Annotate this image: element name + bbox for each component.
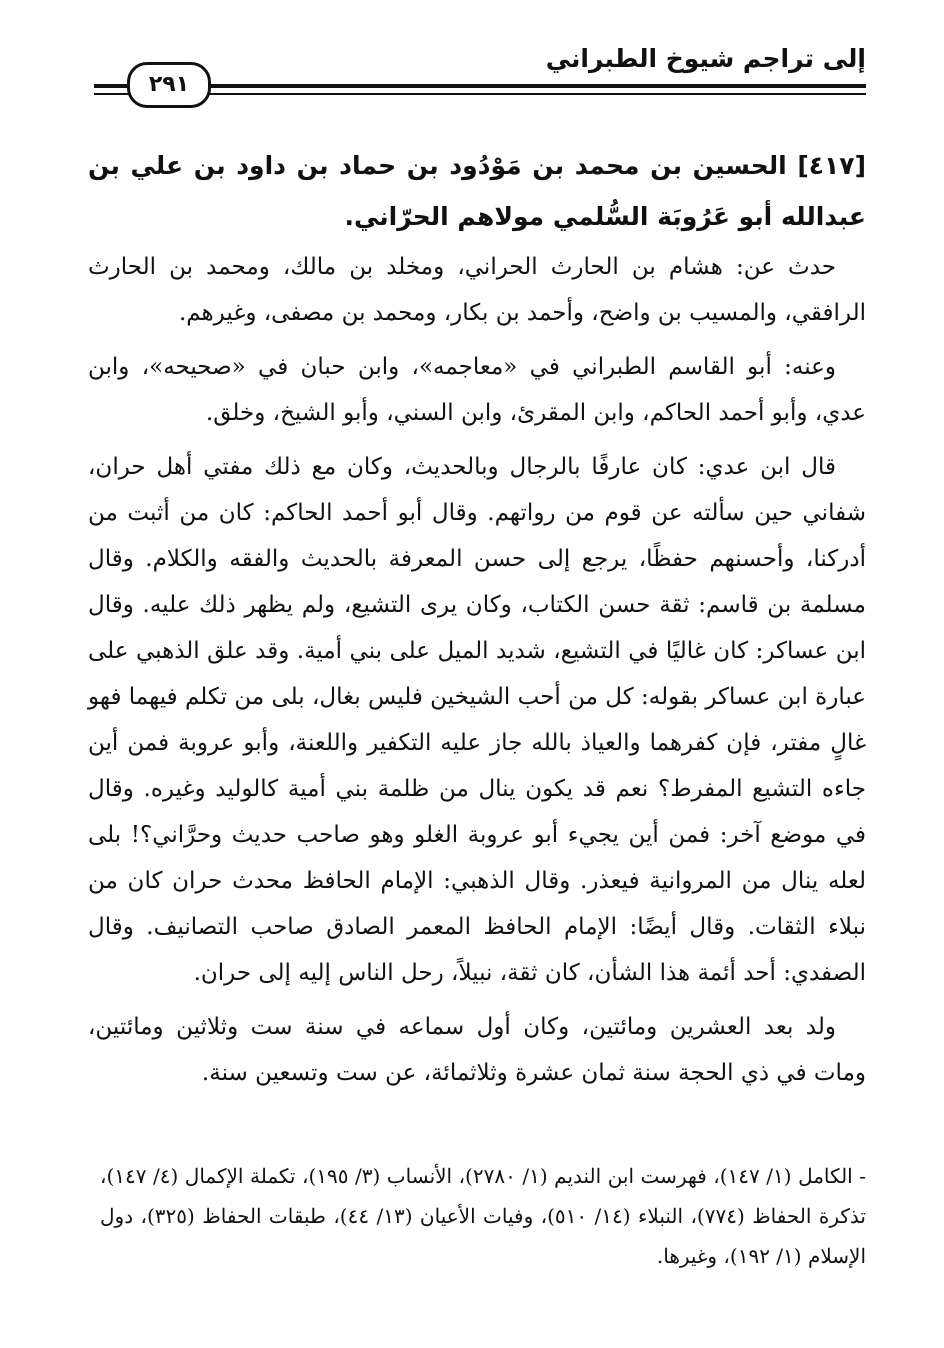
dates-paragraph: ولد بعد العشرين ومائتين، وكان أول سماعه في سنة ست وثلاثين ومائتين، ومات في ذي الحجة سنة ثمان عشرة وثلاثمائة، عن ست وتسعين سنة.: [88, 1014, 866, 1086]
page-number-badge: ٢٩١: [127, 62, 211, 108]
teachers-paragraph: حدث عن: هشام بن الحارث الحراني، ومخلد بن مالك، ومحمد بن الحارث الرافقي، والمسيب بن واضح، وأحمد بن بكار، ومحمد بن مصفى، وغيرهم.: [88, 254, 866, 326]
entry-heading: [٤١٧] الحسين بن محمد بن مَوْدُود بن حماد بن داود بن علي بن عبدالله أبو عَرُوبَة السُّلمي مولاهم الحرّاني.: [88, 151, 866, 231]
running-header-title: إلى تراجم شيوخ الطبراني: [545, 44, 866, 73]
references-footnote: - الكامل (١/ ١٤٧)، فهرست ابن النديم (١/ ٢٧٨٠)، الأنساب (٣/ ١٩٥)، تكملة الإكمال (٤/ ١٤٧)، تذكرة الحفاظ (٧٧٤)، النبلاء (١٤/ ٥١٠)، وفيات الأعيان (١٣/ ٤٤)، طبقات الحفاظ (٣٢٥)، دول الإسلام (١/ ١٩٢)، وغيرها.: [100, 1164, 866, 1268]
entry-body: [88, 244, 866, 1096]
students-paragraph: وعنه: أبو القاسم الطبراني في «معاجمه»، وابن حبان في «صحيحه»، وابن عدي، وأبو أحمد الحاكم، وابن المقرئ، وابن السني، وأبو الشيخ، وخلق.: [88, 354, 866, 426]
assessment-paragraph: قال ابن عدي: كان عارفًا بالرجال وبالحديث، وكان مع ذلك مفتي أهل حران، شفاني حين سألته عن قوم من رواتهم. وقال أبو أحمد الحاكم: كان من أثبت من أدركنا، وأحسنهم حفظًا، يرجع إلى حسن المعرفة بالحديث والفقه والكلام. وقال مسلمة بن قاسم: ثقة حسن الكتاب، وكان يرى التشيع، ولم يظهر ذلك عليه. وقال ابن عساكر: كان غاليًا في التشيع، شديد الميل على بني أمية. وقد علق الذهبي على عبارة ابن عساكر بقوله: كل من أحب الشيخين فليس بغال، بلى من تكلم فيهما فهو غالٍ مفتر، فإن كفرهما والعياذ بالله جاز عليه التكفير واللعنة، وأبو عروبة فمن أين جاءه التشيع المفرط؟ نعم قد يكون ينال من ظلمة بني أمية كالوليد وغيره. وقال في موضع آخر: فمن أين يجيء أبو عروبة الغلو وهو صاحب حديث وحرَّاني؟! بلى لعله ينال من المروانية فيعذر. وقال الذهبي: الإمام الحافظ محدث حران كان من نبلاء الثقات. وقال أيضًا: الإمام الحافظ المعمر الصادق صاحب التصانيف. وقال الصفدي: أحد أئمة هذا الشأن، كان ثقة، نبيلاً، رحل الناس إليه إلى حران.: [88, 454, 866, 986]
